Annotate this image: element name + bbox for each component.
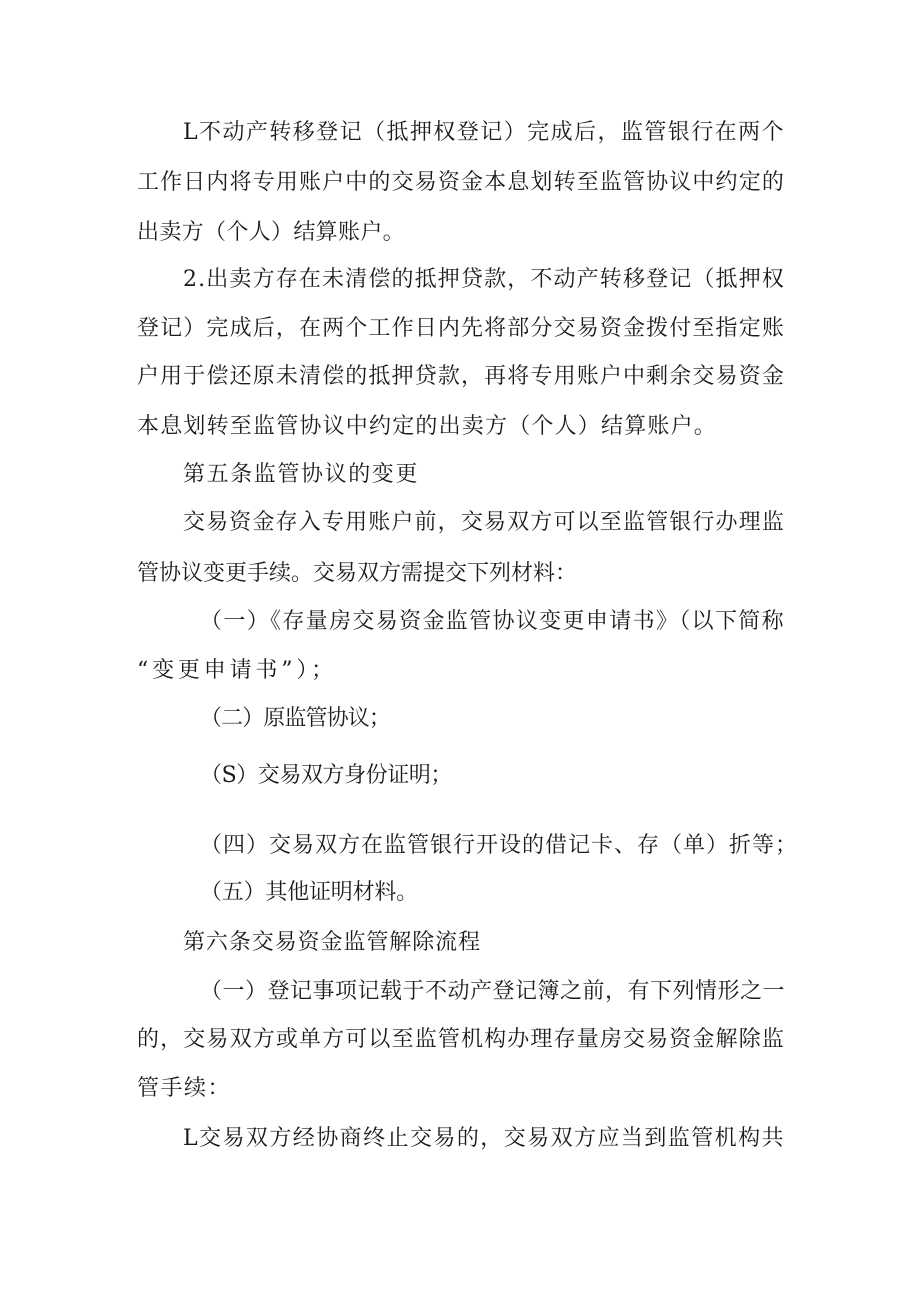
paragraph-line-1: L不动产转移登记（抵押权登记）完成后，监管银行在两个 <box>183 120 785 145</box>
list-item-5: （五）其他证明材料。 <box>200 880 418 905</box>
paragraph-line-10: 管协议变更手续。交易双方需提交下列材料： <box>137 561 577 586</box>
paragraph-line-5: 登记）完成后，在两个工作日内先将部分交易资金拨付至指定账 <box>137 316 785 341</box>
list-item-2: （二）原监管协议； <box>200 706 390 731</box>
list-item-4: （四）交易双方在监管银行开设的借记卡、存（单）折等； <box>200 833 798 858</box>
list-item-1-line-2: “变更申请书”）； <box>137 658 337 683</box>
paragraph-line-18: （一）登记事项记载于不动产登记簿之前，有下列情形之一 <box>200 979 785 1004</box>
paragraph-line-3: 出卖方（个人）结算账户。 <box>137 220 405 245</box>
paragraph-line-2: 工作日内将专用账户中的交易资金本息划转至监管协议中约定的 <box>137 170 785 195</box>
paragraph-line-4: 2.出卖方存在未清偿的抵押贷款，不动产转移登记（抵押权 <box>183 267 785 292</box>
section-heading-article-5: 第五条监管协议的变更 <box>183 462 419 487</box>
paragraph-line-6: 户用于偿还原未清偿的抵押贷款，再将专用账户中剩余交易资金 <box>137 364 785 389</box>
paragraph-line-20: 管手续： <box>137 1076 231 1101</box>
list-item-1-line-1: （一）《存量房交易资金监管协议变更申请书》（以下简称 <box>200 609 785 634</box>
paragraph-line-9: 交易资金存入专用账户前，交易双方可以至监管银行办理监 <box>183 510 785 535</box>
paragraph-line-21: L交易双方经协商终止交易的，交易双方应当到监管机构共 <box>183 1126 785 1151</box>
paragraph-line-7: 本息划转至监管协议中约定的出卖方（个人）结算账户。 <box>137 414 717 439</box>
section-heading-article-6: 第六条交易资金监管解除流程 <box>183 930 481 955</box>
list-item-3: （S）交易双方身份证明； <box>200 763 452 788</box>
paragraph-line-19: 的，交易双方或单方可以至监管机构办理存量房交易资金解除监 <box>137 1027 785 1052</box>
